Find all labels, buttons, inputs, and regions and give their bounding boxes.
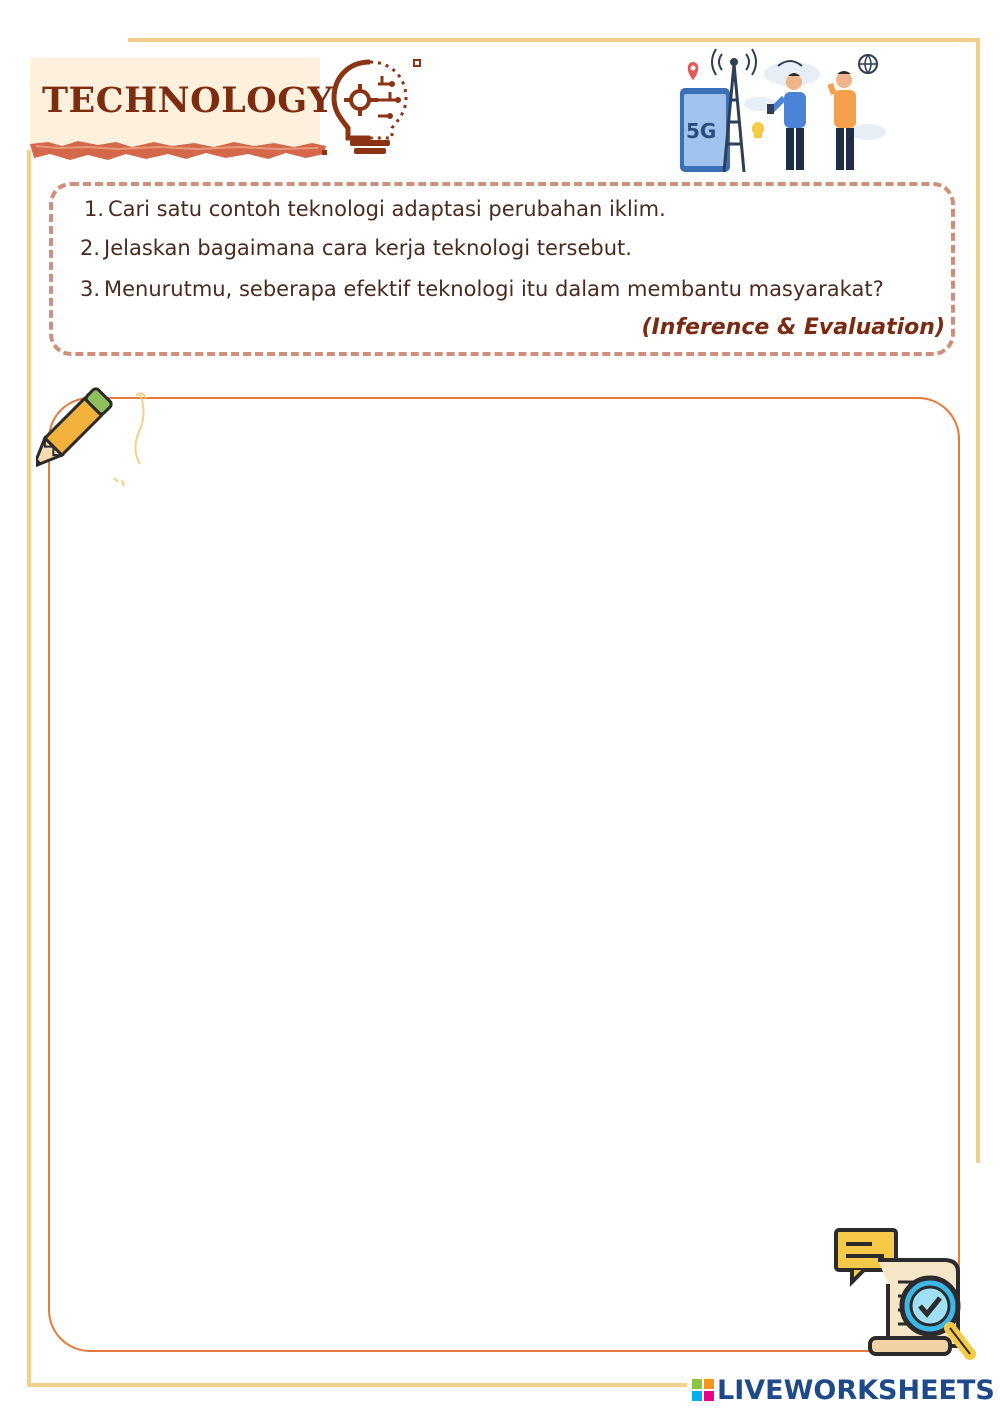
- page-title: TECHNOLOGY: [42, 80, 334, 121]
- question-3: [80, 277, 884, 301]
- logo-mark-icon: [692, 1379, 714, 1401]
- answer-input[interactable]: [70, 500, 934, 1324]
- question-text: Menurutmu, seberapa efektif teknologi itu dalam membantu masyarakat?: [104, 277, 884, 301]
- 5g-label: 5G: [686, 119, 717, 143]
- pencil-icon: [36, 384, 156, 496]
- document-magnifier-check-icon: [832, 1226, 980, 1370]
- liveworksheets-logo: [692, 1373, 995, 1407]
- 5g-network-people-illustration: [672, 44, 887, 176]
- question-number: 2.: [80, 236, 101, 260]
- question-text: Jelaskan bagaimana cara kerja teknologi tersebut.: [104, 236, 632, 260]
- torn-paper-underline: [28, 138, 328, 164]
- circuit-lightbulb-icon: [320, 54, 425, 160]
- question-text: Cari satu contoh teknologi adaptasi perubahan iklim.: [108, 197, 666, 221]
- question-number: 3.: [80, 277, 101, 301]
- question-number: 1.: [84, 197, 105, 221]
- frame-right-line: [976, 38, 980, 1163]
- frame-bottom-line: [27, 1383, 687, 1387]
- logo-text: LIVEWORKSHEETS: [717, 1374, 995, 1406]
- skill-tag: (Inference & Evaluation): [641, 315, 945, 340]
- question-2: [80, 236, 632, 260]
- question-1: [84, 197, 666, 221]
- frame-top-line: [128, 38, 980, 42]
- frame-left-line: [27, 150, 31, 1386]
